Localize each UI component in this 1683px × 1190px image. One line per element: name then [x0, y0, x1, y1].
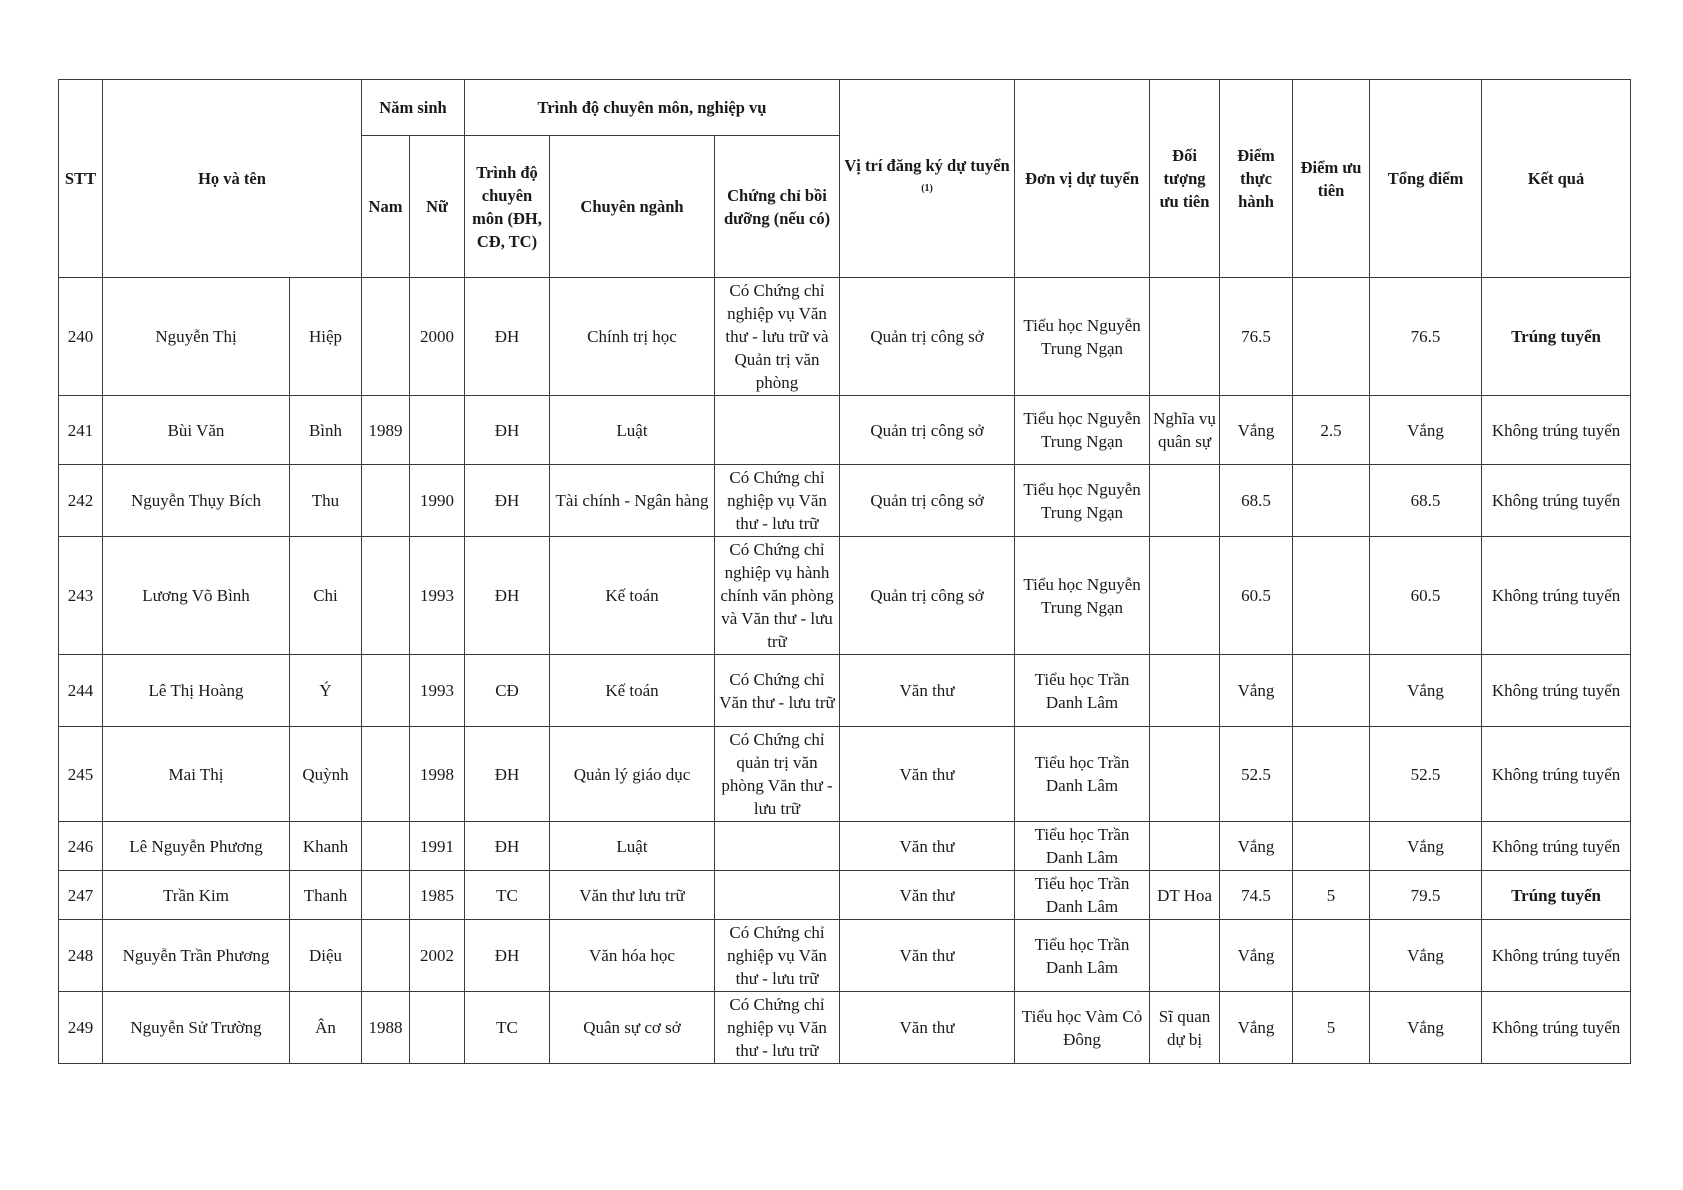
cell-nam — [362, 822, 410, 871]
cell-tong-diem: Vắng — [1370, 655, 1482, 727]
cell-diem-thuc-hanh: Vắng — [1220, 822, 1293, 871]
cell-ket-qua: Trúng tuyển — [1482, 278, 1631, 396]
cell-nu: 1985 — [410, 871, 465, 920]
cell-diem-uu-tien — [1293, 655, 1370, 727]
header-ket-qua: Kết quả — [1482, 80, 1631, 278]
cell-diem-uu-tien: 5 — [1293, 871, 1370, 920]
header-chuyen-nganh: Chuyên ngành — [550, 136, 715, 278]
cell-trinh-do: ĐH — [465, 537, 550, 655]
cell-doi-tuong — [1150, 537, 1220, 655]
table-row — [59, 992, 1631, 1064]
cell-stt: 240 — [59, 278, 103, 396]
header-nam: Nam — [362, 136, 410, 278]
cell-chung-chi: Có Chứng chỉ nghiệp vụ Văn thư - lưu trữ — [715, 465, 840, 537]
cell-nam — [362, 278, 410, 396]
cell-doi-tuong — [1150, 655, 1220, 727]
cell-ten: Thanh — [290, 871, 362, 920]
cell-stt: 248 — [59, 920, 103, 992]
cell-chuyen-nganh: Quân sự cơ sở — [550, 992, 715, 1064]
cell-trinh-do: TC — [465, 871, 550, 920]
cell-vi-tri: Văn thư — [840, 655, 1015, 727]
table-row — [59, 871, 1631, 920]
header-row-top — [59, 80, 1631, 136]
cell-trinh-do: ĐH — [465, 278, 550, 396]
cell-nam — [362, 727, 410, 822]
cell-diem-thuc-hanh: Vắng — [1220, 396, 1293, 465]
cell-chuyen-nganh: Chính trị học — [550, 278, 715, 396]
cell-ho: Bùi Văn — [103, 396, 290, 465]
cell-doi-tuong — [1150, 727, 1220, 822]
header-don-vi: Đơn vị dự tuyển — [1015, 80, 1150, 278]
cell-doi-tuong: Nghĩa vụ quân sự — [1150, 396, 1220, 465]
cell-doi-tuong — [1150, 920, 1220, 992]
cell-ten: Diệu — [290, 920, 362, 992]
table-row — [59, 920, 1631, 992]
table-row — [59, 727, 1631, 822]
cell-stt: 241 — [59, 396, 103, 465]
cell-diem-thuc-hanh: 76.5 — [1220, 278, 1293, 396]
cell-vi-tri: Quản trị công sở — [840, 278, 1015, 396]
cell-don-vi: Tiểu học Nguyễn Trung Ngạn — [1015, 465, 1150, 537]
cell-ho: Nguyễn Sử Trường — [103, 992, 290, 1064]
cell-chuyen-nganh: Luật — [550, 396, 715, 465]
cell-ho: Lương Võ Bình — [103, 537, 290, 655]
table-row — [59, 655, 1631, 727]
cell-chung-chi: Có Chứng chỉ nghiệp vụ Văn thư - lưu trữ — [715, 992, 840, 1064]
cell-diem-thuc-hanh: 74.5 — [1220, 871, 1293, 920]
cell-ho: Mai Thị — [103, 727, 290, 822]
cell-don-vi: Tiểu học Trần Danh Lâm — [1015, 727, 1150, 822]
cell-chuyen-nganh: Quản lý giáo dục — [550, 727, 715, 822]
cell-chuyen-nganh: Văn hóa học — [550, 920, 715, 992]
cell-diem-uu-tien: 5 — [1293, 992, 1370, 1064]
cell-tong-diem: 52.5 — [1370, 727, 1482, 822]
table-body — [59, 278, 1631, 1064]
cell-nu: 2002 — [410, 920, 465, 992]
cell-diem-thuc-hanh: 68.5 — [1220, 465, 1293, 537]
cell-tong-diem: Vắng — [1370, 396, 1482, 465]
cell-vi-tri: Quản trị công sở — [840, 396, 1015, 465]
cell-ket-qua: Không trúng tuyển — [1482, 822, 1631, 871]
header-diem-uu-tien: Điểm ưu tiên — [1293, 80, 1370, 278]
cell-tong-diem: 76.5 — [1370, 278, 1482, 396]
cell-ten: Thu — [290, 465, 362, 537]
cell-don-vi: Tiểu học Vàm Cỏ Đông — [1015, 992, 1150, 1064]
cell-chung-chi: Có Chứng chỉ Văn thư - lưu trữ — [715, 655, 840, 727]
cell-chung-chi — [715, 822, 840, 871]
cell-vi-tri: Quản trị công sở — [840, 537, 1015, 655]
table-row — [59, 396, 1631, 465]
cell-don-vi: Tiểu học Trần Danh Lâm — [1015, 655, 1150, 727]
cell-stt: 244 — [59, 655, 103, 727]
cell-tong-diem: Vắng — [1370, 920, 1482, 992]
cell-vi-tri: Văn thư — [840, 727, 1015, 822]
cell-tong-diem: 60.5 — [1370, 537, 1482, 655]
cell-trinh-do: CĐ — [465, 655, 550, 727]
cell-diem-uu-tien — [1293, 537, 1370, 655]
results-table — [58, 79, 1631, 1064]
cell-doi-tuong — [1150, 465, 1220, 537]
cell-chuyen-nganh: Luật — [550, 822, 715, 871]
cell-ten: Ân — [290, 992, 362, 1064]
cell-ket-qua: Không trúng tuyển — [1482, 465, 1631, 537]
cell-ten: Bình — [290, 396, 362, 465]
cell-nam — [362, 465, 410, 537]
cell-nam — [362, 871, 410, 920]
cell-chung-chi: Có Chứng chỉ quản trị văn phòng Văn thư - lưu trữ — [715, 727, 840, 822]
header-trinh-do-group: Trình độ chuyên môn, nghiệp vụ — [465, 80, 840, 136]
header-vi-tri — [840, 80, 1015, 278]
cell-vi-tri: Văn thư — [840, 920, 1015, 992]
header-trinh-do-cm: Trình độ chuyên môn (ĐH, CĐ, TC) — [465, 136, 550, 278]
cell-tong-diem: 68.5 — [1370, 465, 1482, 537]
table-row — [59, 278, 1631, 396]
cell-doi-tuong: DT Hoa — [1150, 871, 1220, 920]
cell-diem-thuc-hanh: Vắng — [1220, 920, 1293, 992]
header-ho-ten: Họ và tên — [103, 80, 362, 278]
cell-ho: Nguyễn Thụy Bích — [103, 465, 290, 537]
cell-ket-qua: Trúng tuyển — [1482, 871, 1631, 920]
cell-diem-thuc-hanh: Vắng — [1220, 992, 1293, 1064]
cell-ket-qua: Không trúng tuyển — [1482, 396, 1631, 465]
cell-stt: 249 — [59, 992, 103, 1064]
cell-chung-chi: Có Chứng chỉ nghiệp vụ Văn thư - lưu trữ — [715, 920, 840, 992]
cell-don-vi: Tiểu học Trần Danh Lâm — [1015, 920, 1150, 992]
header-tong-diem: Tổng điểm — [1370, 80, 1482, 278]
cell-stt: 243 — [59, 537, 103, 655]
cell-diem-uu-tien — [1293, 278, 1370, 396]
cell-trinh-do: ĐH — [465, 465, 550, 537]
cell-ten: Ý — [290, 655, 362, 727]
cell-diem-thuc-hanh: 52.5 — [1220, 727, 1293, 822]
cell-diem-thuc-hanh: Vắng — [1220, 655, 1293, 727]
cell-ho: Lê Nguyễn Phương — [103, 822, 290, 871]
cell-chuyen-nganh: Kế toán — [550, 537, 715, 655]
cell-trinh-do: ĐH — [465, 920, 550, 992]
cell-ten: Chi — [290, 537, 362, 655]
cell-diem-uu-tien: 2.5 — [1293, 396, 1370, 465]
cell-ten: Khanh — [290, 822, 362, 871]
cell-trinh-do: ĐH — [465, 822, 550, 871]
cell-ho: Lê Thị Hoàng — [103, 655, 290, 727]
cell-nam: 1988 — [362, 992, 410, 1064]
cell-diem-thuc-hanh: 60.5 — [1220, 537, 1293, 655]
cell-vi-tri: Văn thư — [840, 992, 1015, 1064]
cell-stt: 242 — [59, 465, 103, 537]
cell-vi-tri: Quản trị công sở — [840, 465, 1015, 537]
cell-doi-tuong — [1150, 278, 1220, 396]
cell-ho: Nguyễn Trần Phương — [103, 920, 290, 992]
cell-trinh-do: ĐH — [465, 396, 550, 465]
cell-vi-tri: Văn thư — [840, 822, 1015, 871]
cell-nu: 2000 — [410, 278, 465, 396]
header-vi-tri-text: Vị trí đăng ký dự tuyển — [844, 155, 1010, 175]
cell-tong-diem: Vắng — [1370, 822, 1482, 871]
cell-don-vi: Tiểu học Nguyễn Trung Ngạn — [1015, 537, 1150, 655]
cell-ket-qua: Không trúng tuyển — [1482, 727, 1631, 822]
cell-nam: 1989 — [362, 396, 410, 465]
cell-chung-chi: Có Chứng chỉ nghiệp vụ hành chính văn phòng và Văn thư - lưu trữ — [715, 537, 840, 655]
header-vi-tri-note: (1) — [921, 182, 933, 194]
cell-ket-qua: Không trúng tuyển — [1482, 655, 1631, 727]
cell-don-vi: Tiểu học Trần Danh Lâm — [1015, 871, 1150, 920]
header-nu: Nữ — [410, 136, 465, 278]
cell-nu — [410, 992, 465, 1064]
cell-tong-diem: Vắng — [1370, 992, 1482, 1064]
cell-trinh-do: TC — [465, 992, 550, 1064]
cell-diem-uu-tien — [1293, 920, 1370, 992]
cell-nam — [362, 537, 410, 655]
cell-diem-uu-tien — [1293, 727, 1370, 822]
cell-don-vi: Tiểu học Trần Danh Lâm — [1015, 822, 1150, 871]
cell-diem-uu-tien — [1293, 822, 1370, 871]
cell-tong-diem: 79.5 — [1370, 871, 1482, 920]
cell-ten: Hiệp — [290, 278, 362, 396]
cell-nu: 1993 — [410, 537, 465, 655]
cell-stt: 245 — [59, 727, 103, 822]
cell-nam — [362, 655, 410, 727]
cell-chuyen-nganh: Văn thư lưu trữ — [550, 871, 715, 920]
cell-ho: Trần Kim — [103, 871, 290, 920]
cell-don-vi: Tiểu học Nguyễn Trung Ngạn — [1015, 278, 1150, 396]
header-stt: STT — [59, 80, 103, 278]
cell-nam — [362, 920, 410, 992]
cell-ket-qua: Không trúng tuyển — [1482, 992, 1631, 1064]
cell-chung-chi: Có Chứng chỉ nghiệp vụ Văn thư - lưu trữ và Quản trị văn phòng — [715, 278, 840, 396]
cell-chuyen-nganh: Kế toán — [550, 655, 715, 727]
cell-nu: 1990 — [410, 465, 465, 537]
cell-chuyen-nganh: Tài chính - Ngân hàng — [550, 465, 715, 537]
cell-diem-uu-tien — [1293, 465, 1370, 537]
table-row — [59, 537, 1631, 655]
cell-nu: 1993 — [410, 655, 465, 727]
header-doi-tuong: Đối tượng ưu tiên — [1150, 80, 1220, 278]
table-row — [59, 822, 1631, 871]
cell-stt: 246 — [59, 822, 103, 871]
cell-don-vi: Tiểu học Nguyễn Trung Ngạn — [1015, 396, 1150, 465]
cell-nu — [410, 396, 465, 465]
cell-trinh-do: ĐH — [465, 727, 550, 822]
cell-nu: 1998 — [410, 727, 465, 822]
table-row — [59, 465, 1631, 537]
header-chung-chi: Chứng chỉ bồi dưỡng (nếu có) — [715, 136, 840, 278]
header-diem-thuc-hanh: Điểm thực hành — [1220, 80, 1293, 278]
cell-ket-qua: Không trúng tuyển — [1482, 920, 1631, 992]
cell-ho: Nguyễn Thị — [103, 278, 290, 396]
cell-doi-tuong: Sĩ quan dự bị — [1150, 992, 1220, 1064]
header-nam-sinh: Năm sinh — [362, 80, 465, 136]
cell-stt: 247 — [59, 871, 103, 920]
cell-ket-qua: Không trúng tuyển — [1482, 537, 1631, 655]
cell-chung-chi — [715, 871, 840, 920]
cell-nu: 1991 — [410, 822, 465, 871]
cell-chung-chi — [715, 396, 840, 465]
cell-vi-tri: Văn thư — [840, 871, 1015, 920]
cell-ten: Quỳnh — [290, 727, 362, 822]
cell-doi-tuong — [1150, 822, 1220, 871]
